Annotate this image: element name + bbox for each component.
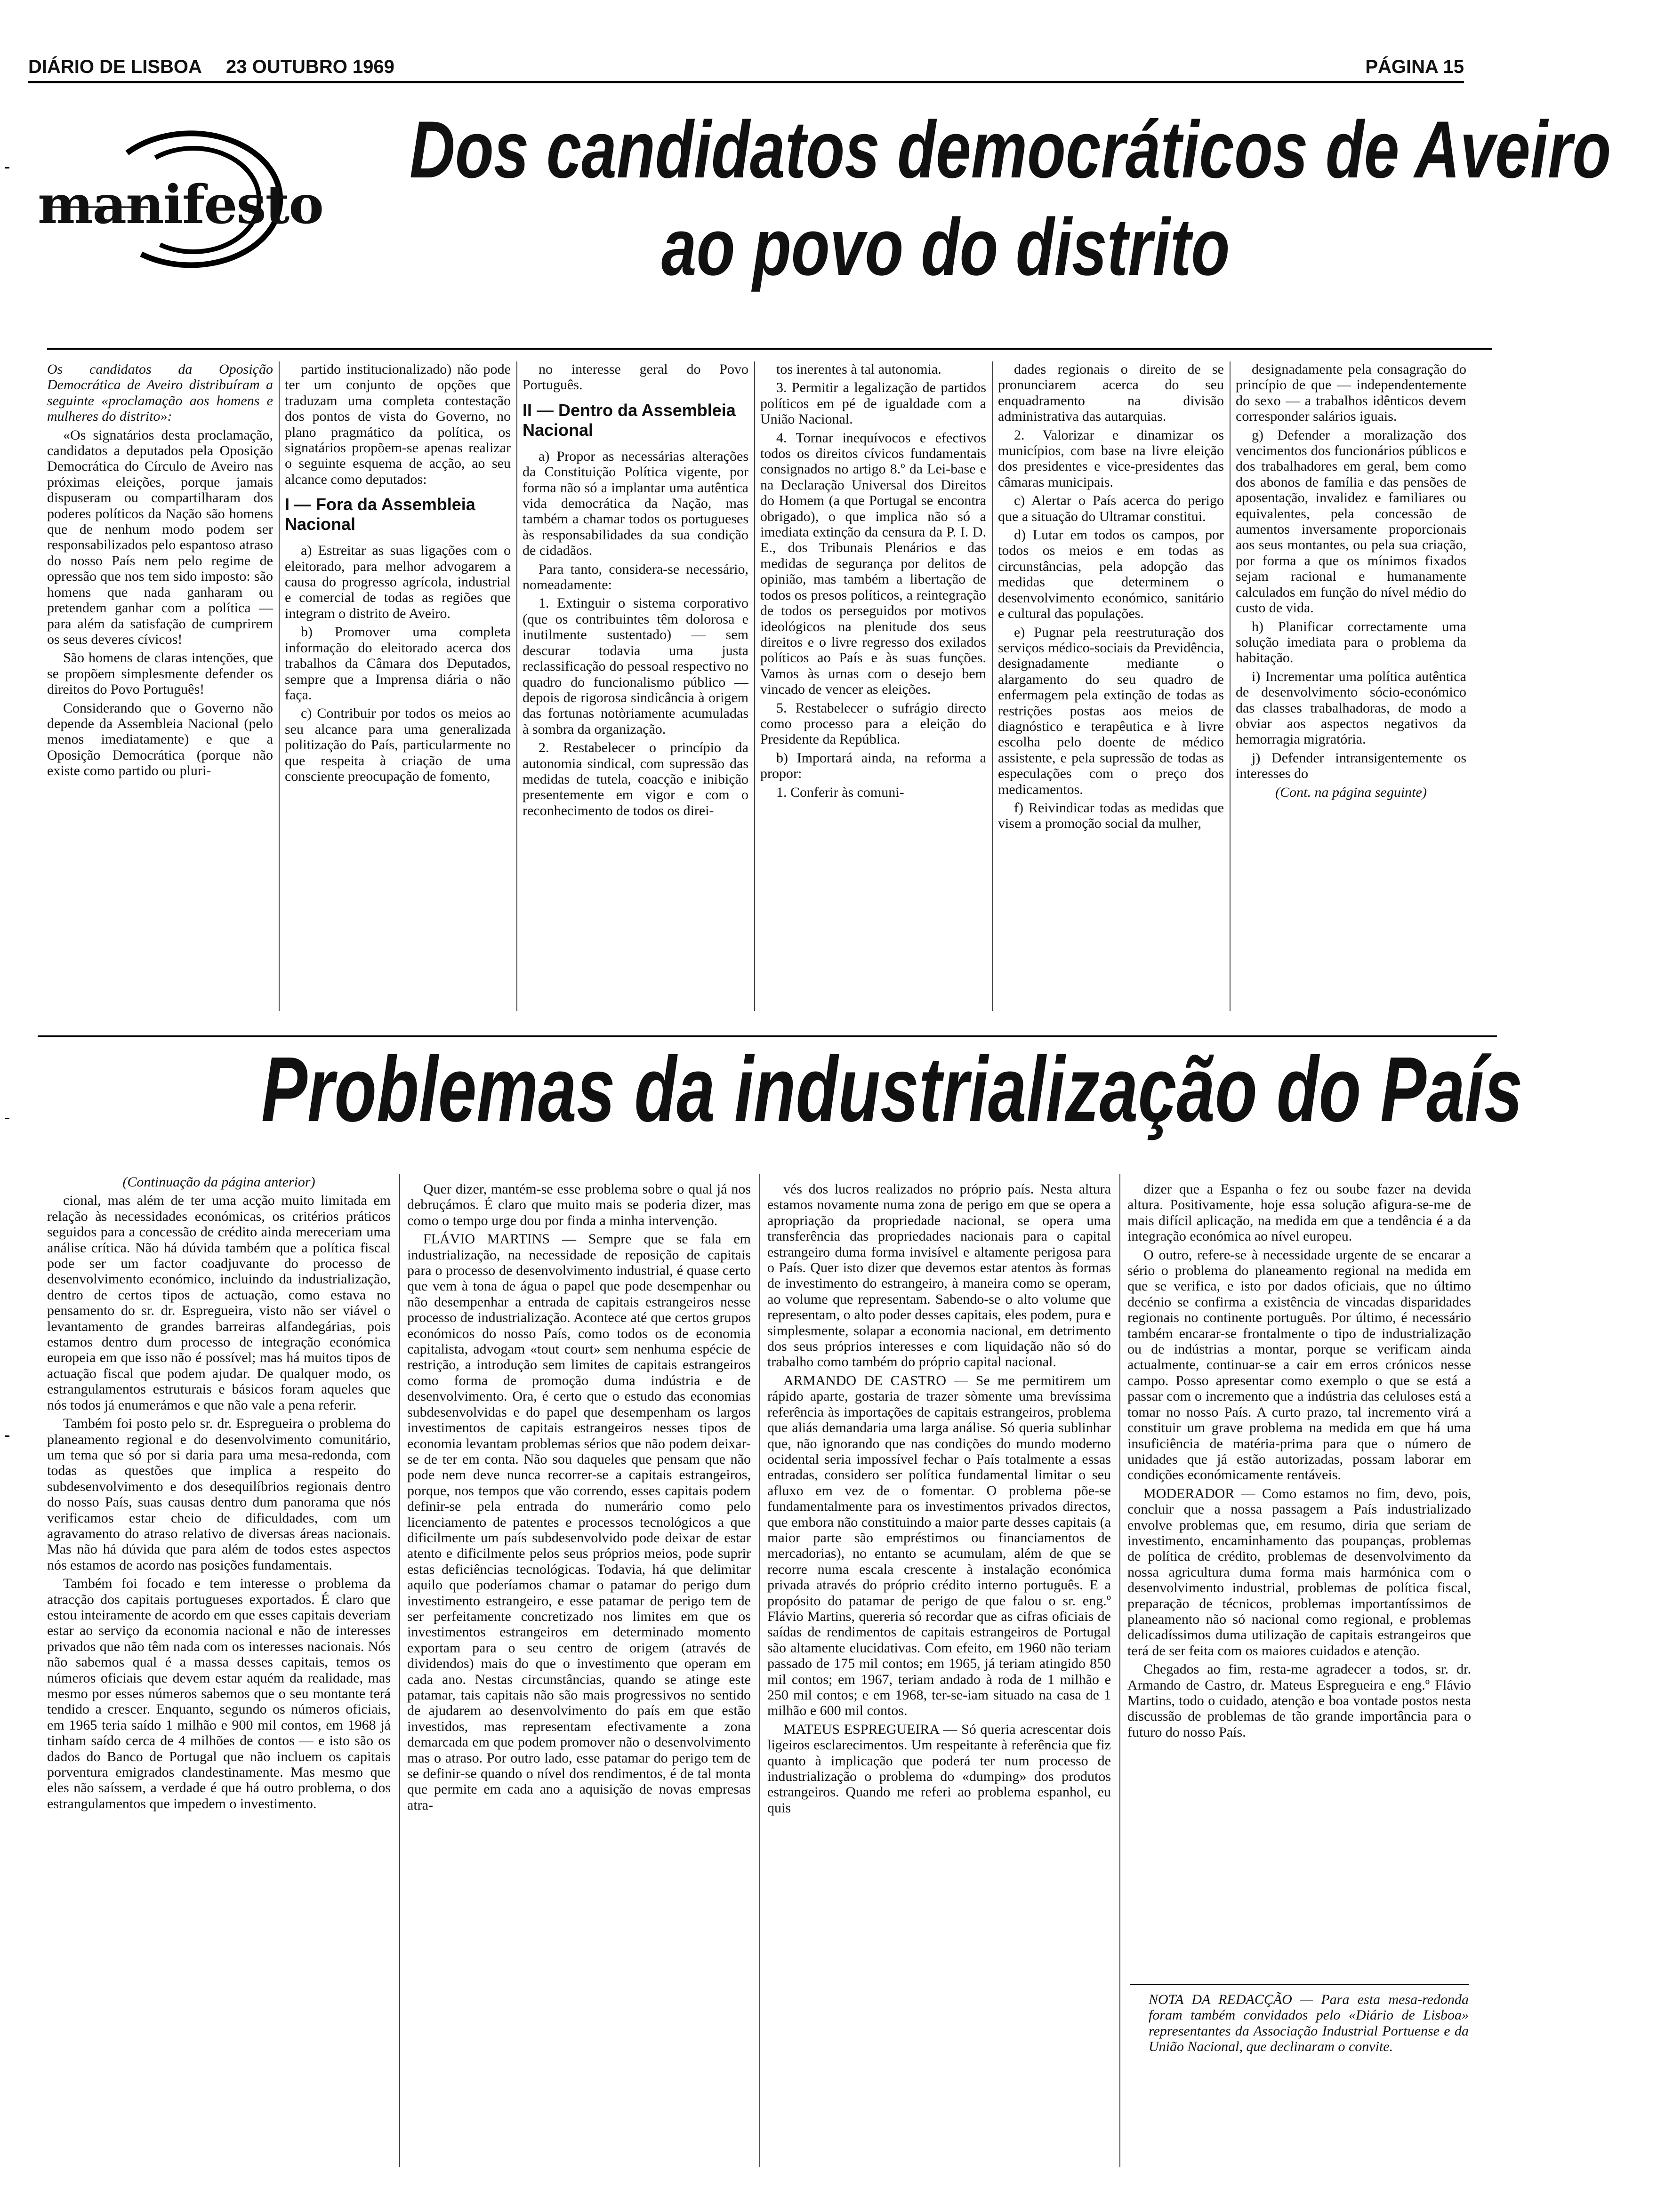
article1-top-rule	[47, 348, 1492, 350]
paragraph: FLÁVIO MARTINS — Sempre que se fala em industrialização, na necessidade de reposição de capitais para o processo de desenvolvimento industrial, é quase certo que vem à tona de água o papel que pode desempenhar ou não desempenhar a entrada de capitais estrangeiros nesse processo de industrialização. Acontece até que certos grupos económicos do nosso País, como todos os de economia capitalista, advogam «tout court» sem nenhuma espécie de restrição, a introdução sem limites de capitais estrangeiros como forma de promoção duma indústria e de desenvolvimento. Ora, é certo que o estudo das economias subdesenvolvidas e do papel que desempenham os largos investimentos de capitais estrangeiros nesses tipos de economia levantam problemas sérios que não podem deixar-se de ter em conta. Não sou daqueles que pensam que não pode nem deve nunca recorrer-se a capitais estrangeiros, porque, nos tempos que vão correndo, esses capitais podem definir-se pela entrada do numerário como pelo licenciamento de patentes e processos tecnológicos a que dificilmente um país subdesenvolvido pode deixar de estar atento e dificilmente pelos seus próprios meios, pode suprir estas deficiências tecnológicas. Todavia, há que delimitar aquilo que poderíamos chamar o patamar do perigo dum investimento estrangeiro, e esse patamar de perigo tem de ser perfeitamente concretizado nos limites em que os investimentos estrangeiros em determinado momento exportam para o seu centro de origem (através de dividendos) mais do que o investimento que operam em cada ano. Nestas circunstâncias, quando se atinge este patamar, tais capitais não são mais progressivos no sentido de ajudarem ao desenvolvimento do país em que estão investidos, mas representam efectivamente a zona demarcada em que podem promover não o desenvolvimento mas o atraso. Por outro lado, esse patamar do perigo tem de se definir-se quando o nível dos rendimentos, é de tal monta que permite em cada ano a aquisição de novas empresas atra-	[407, 1231, 751, 1813]
paragraph: a) Propor as necessárias alterações da Constituição Política vigente, por forma não só a implantar uma autêntica vida democrática da Nação, mas também a chamar todos os portugueses às responsabilidades da sua condição de cidadãos.	[523, 448, 748, 559]
paragraph: dizer que a Espanha o fez ou soube fazer na devida altura. Positivamente, hoje essa solução afigura-se-me de mais difícil aplicação, na medida em que a tendência é a da integração económica ao nível europeu.	[1127, 1181, 1471, 1244]
continued-note: (Cont. na página seguinte)	[1275, 784, 1427, 800]
paragraph: Considerando que o Governo não depende da Assembleia Nacional (pelo menos imediatamente) e que a Oposição Democrática (porque não existe como partido ou pluri-	[47, 700, 273, 779]
paragraph: ARMANDO DE CASTRO — Se me permitirem um rápido aparte, gostaria de trazer sòmente uma brevíssima referência às importações de capitais estrangeiros, problema que aliás demandaria uma larga análise. Só queria sublinhar que, não ignorando que nas condições do mundo moderno ocidental seria impossível fechar o País totalmente a essas entradas, considero ser política fundamental limitar o seu afluxo em vez de o fomentar. O problema põe-se fundamentalmente para os investimentos privados directos, que embora não constituindo a maior parte desses capitais (a maior parte são empréstimos ou financiamentos de mercadorias), no entanto se acumulam, além de que se recorre numa escala crescente à instalação económica privada através do próprio crédito interno português. E a propósito do patamar de perigo de que falou o sr. eng.º Flávio Martins, quereria só recordar que as cifras oficiais de saídas de rendimentos de capitais estrangeiros de Portugal são altamente elucidativas. Com efeito, em 1960 não teriam passado de 175 mil contos; em 1965, já teriam atingido 850 mil contos; em 1967, teriam andado à roda de 1 milhão e 250 mil contos; e em 1968, ter-se-iam situado na casa de 1 milhão e 600 mil contos.	[767, 1372, 1111, 1719]
column-divider	[1230, 361, 1231, 1011]
article1-column-3	[523, 361, 748, 1011]
masthead-rule	[28, 81, 1464, 83]
column-divider	[279, 361, 280, 1011]
section-heading-dentro: II — Dentro da Assembleia Nacional	[523, 400, 736, 440]
paragraph: i) Incrementar uma política autêntica de desenvolvimento sócio-económico das classes trabalhadoras, de modo a obviar aos aspectos negativos da hemorragia migratória.	[1236, 668, 1466, 747]
paragraph: MATEUS ESPREGUEIRA — Só queria acrescentar dois ligeiros esclarecimentos. Um respeitante à referência que fiz quanto à implicação que poderá ter num processo de industrialização o problema do «dumping» dos produtos estrangeiros. Quando me referi ao problema espanhol, eu quis	[767, 1721, 1111, 1816]
column-divider	[399, 1174, 400, 2167]
paragraph: j) Defender intransigentemente os interesses do	[1236, 750, 1466, 782]
paragraph: cional, mas além de ter uma acção muito limitada em relação às necessidades económicas, os critérios práticos seguidos para a concessão de crédito ainda mereceriam uma análise crítica. Não há dúvida também que a política fiscal pode ser um factor coadjuvante do processo de desenvolvimento económico, incluindo da industrialização, dentro de certos tipos de actuação, como estava no pensamento do sr. dr. Espregueira, visto não ser viável o levantamento de grandes barreiras alfandegárias, pois estamos dentro dum processo de integração económica europeia em que isso não é possível; mas há muitos tipos de actuação fiscal que podem ajudar. De qualquer modo, os estrangulamentos estruturais e básicos foram aqueles que nós todos já enumerámos e que não vale a pena referir.	[47, 1193, 391, 1413]
paragraph: vés dos lucros realizados no próprio país. Nesta altura estamos novamente numa zona de perigo em que se opera a apropriação da propriedade nacional, se opera uma transferência das propriedades nacionais para o capital estrangeiro duma forma invisível e altamente perigosa para o País. Quer isto dizer que devemos estar atentos às formas de investimento do estrangeiro, à maneira como se operam, ao volume que representam. Sabendo-se o alto volume que representam, o alto poder desses capitais, eles podem, pura e simplesmente, solapar a economia nacional, em detrimento dos seus próprios interesses e com liquidação não só do trabalho como também do próprio capital nacional.	[767, 1181, 1111, 1370]
article1-intro: Os candidatos da Oposição Democrática de Aveiro distribuíram a seguinte «proclamação aos homens e mulheres do distrito»:	[47, 361, 273, 425]
paragraph: São homens de claras intenções, que se propõem simplesmente defender os direitos do Povo Português!	[47, 650, 273, 697]
paragraph: 3. Permitir a legalização de partidos políticos em pé de igualdade com a União Nacional.	[760, 380, 986, 427]
column-divider	[754, 361, 755, 1011]
column-divider	[1119, 1174, 1120, 2167]
paragraph: no interesse geral do Povo Português.	[523, 361, 748, 393]
margin-marker	[5, 1435, 9, 1437]
paragraph: 5. Restabelecer o sufrágio directo como processo para a eleição do Presidente da República.	[760, 700, 986, 747]
paragraph: b) Promover uma completa informação do eleitorado acerca dos trabalhos da Câmara dos Deputados, sempre que a Imprensa diária o não faça.	[285, 624, 511, 703]
editorial-note	[1149, 1992, 1469, 2109]
column-divider	[516, 361, 517, 1011]
paragraph: a) Estreitar as suas ligações com o eleitorado, para melhor advogarem a causa do progresso agrícola, industrial e comercial de todas as regiões que integram o distrito de Aveiro.	[285, 543, 511, 621]
article2-column-3	[767, 1181, 1111, 2167]
note-rule	[1130, 1984, 1469, 1985]
paragraph: c) Contribuir por todos os meios ao seu alcance para uma generalizada politização do País, particularmente no que respeita à criação de uma consciente preocupação de fomento,	[285, 705, 511, 784]
section-heading-fora: I — Fora da Assembleia Nacional	[285, 495, 475, 534]
article1-column-4	[760, 361, 986, 1011]
paragraph: Chegados ao fim, resta-me agradecer a todos, sr. dr. Armando de Castro, dr. Mateus Espregueira e eng.º Flávio Martins, todo o cuidado, atenção e boa vontade postos nesta discussão de problemas de tão grande importância para o futuro do nosso País.	[1127, 1661, 1471, 1740]
column-divider	[992, 361, 993, 1011]
article1-title-line1: Dos candidatos democráticos de Aveiro	[410, 104, 1611, 195]
manifesto-logo	[38, 118, 339, 278]
column-divider	[759, 1174, 760, 2167]
paragraph: MODERADOR — Como estamos no fim, devo, pois, concluir que a nossa passagem a País industrializado envolve problemas que, em resumo, diria que seriam de investimento, encaminhamento das poupanças, problemas de política de crédito, problemas de desenvolvimento da nossa agricultura duma forma mais harmónica com o desenvolvimento industrial, problemas de política fiscal, preparação de técnicos, problemas importantíssimos de planeamento não só nacional como regional, e problemas delicadíssimos duma utilização de capitais estrangeiros que terá de ser feita com os maiores cuidados e atenção.	[1127, 1485, 1471, 1659]
continued-from-note: (Continuação da página anterior)	[122, 1174, 315, 1190]
paragraph: f) Reivindicar todas as medidas que visem a promoção social da mulher,	[998, 800, 1224, 832]
paragraph: 2. Valorizar e dinamizar os municípios, com base na livre eleição dos presidentes e vice-presidentes das câmaras municipais.	[998, 427, 1224, 490]
paragraph: designadamente pela consagração do princípio de que — independentemente do sexo — a trabalhos idênticos devem corresponder salários iguais.	[1236, 361, 1466, 425]
article1-column-1	[47, 361, 273, 1011]
article2-title: Problemas da industrialização do País	[261, 1038, 1523, 1141]
section-label: manifesto	[38, 174, 323, 236]
newspaper-name: DIÁRIO DE LISBOA	[28, 56, 202, 77]
article1-column-2	[285, 361, 511, 1011]
paragraph: 2. Restabelecer o princípio da autonomia sindical, com supressão das medidas de tutela, coacção e inibição presentemente em vigor e com o reconhecimento de todos os direi-	[523, 740, 748, 818]
paragraph: b) Importará ainda, na reforma a propor:	[760, 750, 986, 782]
paragraph: Quer dizer, mantém-se esse problema sobre o qual já nos debruçámos. É claro que muito mais se poderia dizer, mas como o tempo urge dou por finda a minha intervenção.	[407, 1181, 751, 1228]
paragraph: Também foi focado e tem interesse o problema da atracção dos capitais portugueses exportados. É claro que estou inteiramente de acordo em que esses capitais deveriam estar ao serviço da economia nacional e não de interesses privados que não têm nada com os interesses nacionais. Nós não sabemos qual é a massa desses capitais, temos os números oficiais que devem estar aquém da realidade, mas mesmo por esses números sabemos que o seu montante terá tendido a crescer. Enquanto, segundo os números oficiais, em 1965 teria saído 1 milhão e 900 mil contos, em 1968 já tinham saído cerca de 4 milhões de contos — e isto são os dados do Banco de Portugal que não incluem os capitais porventura emigrados clandestinamente. Mas mesmo que eles não saíssem, a verdade é que há outro problema, o dos estrangulamentos que impedem o investimento.	[47, 1576, 391, 1811]
paragraph: d) Lutar em todos os campos, por todos os meios e em todas as circunstâncias, pela adopção das medidas que determinem o desenvolvimento económico, sanitário e cultural das populações.	[998, 527, 1224, 622]
paragraph: h) Planificar correctamente uma solução imediata para o problema da habitação.	[1236, 618, 1466, 666]
margin-marker	[5, 167, 9, 168]
paragraph: dades regionais o direito de se pronunciarem acerca do seu enquadramento na divisão administrativa das autarquias.	[998, 361, 1224, 425]
paragraph: tos inerentes à tal autonomia.	[776, 361, 941, 377]
paragraph: Também foi posto pelo sr. dr. Espregueira o problema do planeamento regional e do desenvolvimento comunitário, um tema que só por si daria para uma mesa-redonda, com todas as questões que implica a respeito do subdesenvolvimento e dos desequilíbrios regionais dentro do nosso País, suas causas dentro dum panorama que nós verificamos estar cheio de dificuldades, com um agravamento do atraso relativo de diversas áreas nacionais. Mas não há dúvida que para além de todos estes aspectos nós estamos de acordo nas posições fundamentais.	[47, 1416, 391, 1573]
article-separator-rule	[38, 1035, 1497, 1037]
paragraph: Para tanto, considera-se necessário, nomeadamente:	[523, 561, 748, 593]
article2-column-1	[47, 1174, 391, 2167]
issue-date: 23 OUTUBRO 1969	[226, 56, 394, 77]
article1-column-5	[998, 361, 1224, 1011]
article1-column-6	[1236, 361, 1466, 1025]
paragraph: 4. Tornar inequívocos e efectivos todos os direitos cívicos fundamentais consignados no artigo 8.º da Lei-base e na Declaração Universal dos Direitos do Homem (a que Portugal se encontra obrigado), o que implica não só a imediata extinção da censura da P. I. D. E., dos Tribunais Plenários e das medidas de segurança por delitos de opinião, mas também a libertação de todos os presos políticos, a reintegração de todos os perseguidos por motivos ideológicos na plenitude dos seus direitos e o livre regresso dos exilados políticos ao País e às suas funções. Vamos às urnas com o desejo bem vincado de vencer as eleições.	[760, 430, 986, 697]
paragraph: e) Pugnar pela reestruturação dos serviços médico-sociais da Previdência, designadamente mediante o alargamento do seu quadro de enfermagem pela extinção de todas as restrições postas aos meios de diagnóstico e terapêutica e à livre escolha pelo doente de médico assistente, e pela supressão de todas as especulações com o preço dos medicamentos.	[998, 624, 1224, 797]
paragraph: 1. Extinguir o sistema corporativo (que os contribuintes têm dolorosa e inutilmente sustentado) — sem descurar todavia uma justa reclassificação do pessoal respectivo no quadro do funcionalismo público — depois de rigorosa sindicância à origem das fortunas notòriamente acumuladas à sombra da organização.	[523, 595, 748, 737]
paragraph: O outro, refere-se à necessidade urgente de se encarar a sério o problema do planeamento regional na medida em que se verifica, e isto por dados oficiais, que no último decénio se confirma a existência de vincadas disparidades regionais no continente português. Por último, é necessário também encarar-se frontalmente o tipo de industrialização ou de indústrias a montar, porque se verificam ainda actualmente, continuar-se a cair em erros crónicos nesse campo. Posso apresentar como exemplo o que se está a passar com o incremento que a indústria das celuloses está a tomar no nosso País. A curto prazo, tal incremento virá a constituir um grave problema na medida em que há uma insuficiência de matéria-prima para que o número de unidades que já estão autorizadas, possam laborar em condições económicamente rentáveis.	[1127, 1247, 1471, 1483]
masthead	[28, 56, 1464, 85]
page-number: PÁGINA 15	[1365, 56, 1464, 77]
paragraph: 1. Conferir às comuni-	[776, 784, 904, 800]
paragraph: c) Alertar o País acerca do perigo que a situação do Ultramar constitui.	[998, 493, 1224, 524]
article2-column-4	[1127, 1181, 1471, 1981]
paragraph: «Os signatários desta proclamação, candidatos a deputados pela Oposição Democrática do Círculo de Aveiro nas próximas eleições, porque jamais dispuseram ou compartilharam dos poderes políticos da Nação são homens que de nenhum modo podem ser responsabilizados pelo espantoso atraso do nosso País nem pelo regime de opressão que nos tem sido imposto: são homens que nada ganharam ou pretendem ganhar com a política — para além da satisfação de cumprirem os seus deveres cívicos!	[47, 427, 273, 647]
paragraph: partido institucionalizado) não pode ter um conjunto de opções que traduzam uma completa contestação dos pontos de vista do Governo, no plano pragmático da política, os signatários propõem-se apenas realizar o seguinte esquema de acção, ao seu alcance como deputados:	[285, 361, 511, 487]
margin-marker	[5, 1118, 9, 1119]
article2-column-2	[407, 1181, 751, 2167]
paragraph: g) Defender a moralização dos vencimentos dos funcionários públicos e dos trabalhadores em geral, bem como dos abonos de família e das pensões de aposentação, invalidez e familiares ou equivalentes, pela concessão de aumentos inversamente proporcionais aos seus montantes, ou pela sua criação, por forma a que os mínimos fixados sejam racional e humanamente calculados em função do nível médio do custo de vida.	[1236, 427, 1466, 616]
article1-title-line2: ao povo do distrito	[661, 202, 1230, 292]
editorial-note-text: NOTA DA REDACÇÃO — Para esta mesa-redonda foram também convidados pelo «Diário de Lisboa» representantes da Associação Industrial Portuense e da União Nacional, que declinaram o convite.	[1149, 1992, 1469, 2055]
